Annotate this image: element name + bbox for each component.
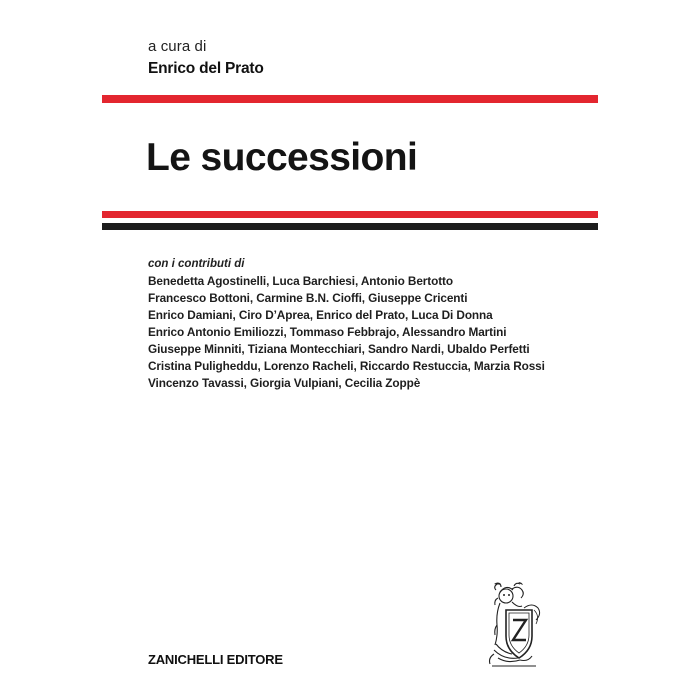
contributor-line: Francesco Bottoni, Carmine B.N. Cioffi, Giuseppe Cricenti (148, 291, 468, 305)
editor-prefix: a cura di (148, 38, 207, 55)
contributor-line: Cristina Puligheddu, Lorenzo Racheli, Riccardo Restuccia, Marzia Rossi (148, 359, 545, 373)
contributor-line: Enrico Damiani, Ciro D’Aprea, Enrico del Prato, Luca Di Donna (148, 308, 493, 322)
lower-black-rule (102, 223, 598, 230)
contributors-list (148, 273, 545, 392)
top-red-rule (102, 95, 598, 103)
zanichelli-emblem-icon (484, 580, 548, 670)
book-title: Le successioni (146, 136, 418, 179)
lower-red-rule (102, 211, 598, 218)
publisher-name: ZANICHELLI EDITORE (148, 652, 283, 667)
editor-name: Enrico del Prato (148, 60, 264, 77)
contributor-line: Vincenzo Tavassi, Giorgia Vulpiani, Cecilia Zoppè (148, 376, 421, 390)
contributor-line: Enrico Antonio Emiliozzi, Tommaso Febbrajo, Alessandro Martini (148, 325, 507, 339)
contributor-line: Giuseppe Minniti, Tiziana Montecchiari, Sandro Nardi, Ubaldo Perfetti (148, 342, 530, 356)
contributor-line: Benedetta Agostinelli, Luca Barchiesi, Antonio Bertotto (148, 274, 453, 288)
contributors-intro: con i contributi di (148, 258, 245, 270)
